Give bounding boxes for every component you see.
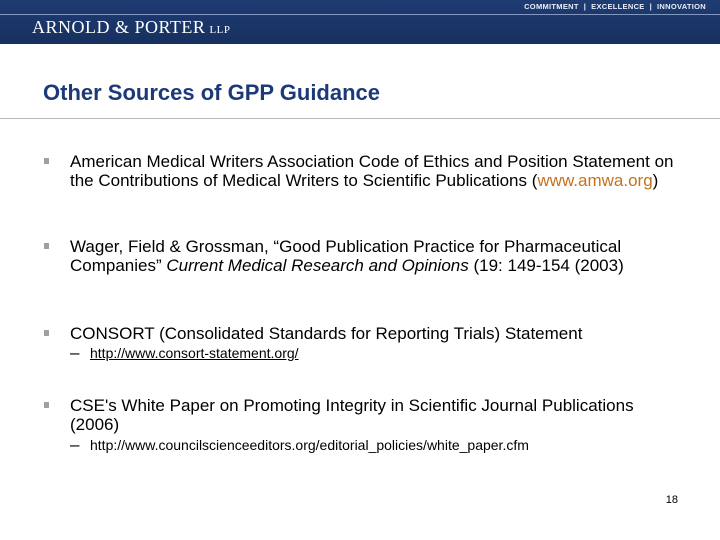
amwa-link[interactable]: www.amwa.org: [537, 171, 653, 190]
consort-link[interactable]: http://www.consort-statement.org/: [90, 345, 299, 361]
dash-marker: –: [70, 435, 80, 454]
logo-text: ARNOLD & PORTER: [32, 17, 206, 37]
header-band: [0, 0, 720, 44]
slide-title: Other Sources of GPP Guidance: [43, 80, 381, 105]
header-divider: [0, 14, 720, 15]
bullet-text: CONSORT (Consolidated Standards for Reporting Trials) Statement: [70, 324, 583, 343]
logo-suffix: LLP: [209, 24, 231, 36]
tagline-excellence: EXCELLENCE: [591, 2, 645, 11]
dash-marker: –: [70, 343, 80, 362]
bullet-text-part: ): [652, 171, 659, 190]
journal-title: Current Medical Research and Opinions: [166, 256, 469, 275]
bullet-text: [70, 237, 685, 275]
bullet-marker-icon: [44, 402, 49, 408]
bullet-text: [70, 152, 685, 190]
page-number: 18: [665, 494, 678, 506]
sub-bullet-consort: [70, 345, 299, 361]
bullet-text: CSE's White Paper on Promoting Integrity in Scientific Journal Publications (2006): [70, 396, 634, 434]
bullet-marker-icon: [44, 243, 49, 249]
title-divider: [0, 118, 720, 119]
company-logo: [32, 17, 231, 38]
tagline-innovation: INNOVATION: [657, 2, 706, 11]
bullet-text-part: Wager, Field & Grossman, “Good Publication Practice for Pharmaceutical Companies”: [70, 237, 622, 275]
tagline-commitment: COMMITMENT: [524, 2, 579, 11]
bullet-text-part: American Medical Writers Association Code of Ethics and Position Statement on the Contributions of Medical Writers to Scientific Publications (: [70, 152, 674, 190]
tagline-separator: |: [583, 2, 587, 11]
bullet-text-part: (19: 149-154 (2003): [468, 256, 624, 275]
bullet-marker-icon: [44, 158, 49, 164]
cse-url: http://www.councilscienceeditors.org/editorial_policies/white_paper.cfm: [90, 437, 529, 453]
sub-bullet-cse: [70, 437, 529, 453]
tagline: [524, 2, 706, 11]
bullet-marker-icon: [44, 330, 49, 336]
tagline-separator: |: [649, 2, 653, 11]
